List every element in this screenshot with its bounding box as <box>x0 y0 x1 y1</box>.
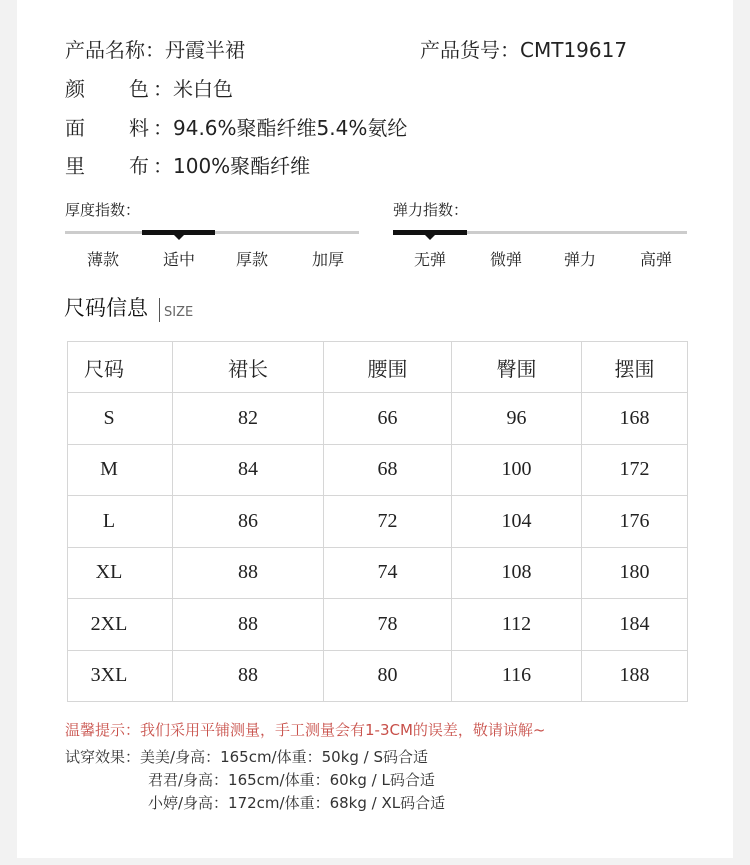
thickness-option-extra-thick: 加厚 <box>311 250 344 269</box>
table-row <box>68 393 688 445</box>
fitting-row-1 <box>65 746 428 767</box>
product-lining-value: ：100%聚酯纤维 <box>153 154 311 178</box>
product-lining-label: 里 布 <box>65 154 149 178</box>
table-row <box>68 650 688 702</box>
cell-size: L <box>68 496 173 548</box>
cell-hip: 100 <box>452 444 582 496</box>
product-name-label: 产品名称： <box>65 38 165 62</box>
size-section-subtitle: SIZE <box>164 305 194 320</box>
elasticity-option-stretch: 弹力 <box>563 250 596 269</box>
header-hip: 臀围 <box>452 342 582 393</box>
thickness-selected-pointer <box>174 235 184 240</box>
cell-waist: 78 <box>324 599 452 651</box>
table-row <box>68 444 688 496</box>
product-code-row <box>420 34 627 63</box>
cell-hem: 176 <box>582 496 688 548</box>
product-code-label: 产品货号： <box>420 38 520 62</box>
header-hem: 摆围 <box>582 342 688 393</box>
size-section-divider <box>159 298 160 322</box>
elasticity-title: 弹力指数： <box>393 201 469 219</box>
product-fabric-row <box>65 112 407 141</box>
elasticity-option-slight: 微弹 <box>489 250 522 269</box>
cell-size: XL <box>68 547 173 599</box>
size-table-header <box>68 342 688 393</box>
header-waist: 腰围 <box>324 342 452 393</box>
cell-hem: 180 <box>582 547 688 599</box>
header-skirt-length: 裙长 <box>173 342 324 393</box>
cell-waist: 72 <box>324 496 452 548</box>
cell-hip: 112 <box>452 599 582 651</box>
cell-skirt-length: 82 <box>173 393 324 445</box>
cell-size: M <box>68 444 173 496</box>
cell-hip: 104 <box>452 496 582 548</box>
cell-size: 2XL <box>68 599 173 651</box>
product-fabric-label: 面 料 <box>65 116 149 140</box>
product-lining-row <box>65 150 310 179</box>
elasticity-option-high: 高弹 <box>639 250 672 269</box>
cell-skirt-length: 88 <box>173 650 324 702</box>
table-row <box>68 547 688 599</box>
thickness-title: 厚度指数： <box>65 201 141 219</box>
cell-skirt-length: 84 <box>173 444 324 496</box>
product-fabric-value: ：94.6%聚酯纤维5.4%氨纶 <box>153 116 408 140</box>
fitting-row-3: 小婷/身高：172cm/体重：68kg / XL码合适 <box>148 794 446 812</box>
product-color-label: 颜 色 <box>65 77 149 101</box>
measurement-notice: 温馨提示：我们采用平铺测量，手工测量会有1-3CM的误差，敬请谅解~ <box>65 721 546 739</box>
cell-size: 3XL <box>68 650 173 702</box>
product-name-row <box>65 34 245 63</box>
cell-hem: 172 <box>582 444 688 496</box>
cell-waist: 80 <box>324 650 452 702</box>
cell-waist: 74 <box>324 547 452 599</box>
product-name-value: 丹霞半裙 <box>165 38 245 62</box>
fitting-row-2: 君君/身高：165cm/体重：60kg / L码合适 <box>148 771 435 789</box>
cell-skirt-length: 88 <box>173 547 324 599</box>
cell-hem: 168 <box>582 393 688 445</box>
thickness-option-medium: 适中 <box>162 250 195 269</box>
cell-size: S <box>68 393 173 445</box>
cell-hem: 184 <box>582 599 688 651</box>
product-color-row <box>65 73 233 102</box>
thickness-option-thin: 薄款 <box>86 250 119 269</box>
header-size: 尺码 <box>68 342 173 393</box>
fitting-entry: 美美/身高：165cm/体重：50kg / S码合适 <box>140 748 429 766</box>
cell-hip: 96 <box>452 393 582 445</box>
size-section-title: 尺码信息 <box>64 296 148 320</box>
cell-hip: 108 <box>452 547 582 599</box>
elasticity-selected-pointer <box>425 235 435 240</box>
cell-hip: 116 <box>452 650 582 702</box>
table-row <box>68 599 688 651</box>
cell-skirt-length: 86 <box>173 496 324 548</box>
cell-waist: 66 <box>324 393 452 445</box>
cell-hem: 188 <box>582 650 688 702</box>
elasticity-option-none: 无弹 <box>413 250 446 269</box>
cell-skirt-length: 88 <box>173 599 324 651</box>
thickness-option-thick: 厚款 <box>235 250 268 269</box>
size-table <box>67 341 688 702</box>
cell-waist: 68 <box>324 444 452 496</box>
product-code-value: CMT19617 <box>520 38 628 62</box>
table-row <box>68 496 688 548</box>
fitting-label: 试穿效果： <box>65 748 141 766</box>
product-color-value: ：米白色 <box>153 77 233 101</box>
